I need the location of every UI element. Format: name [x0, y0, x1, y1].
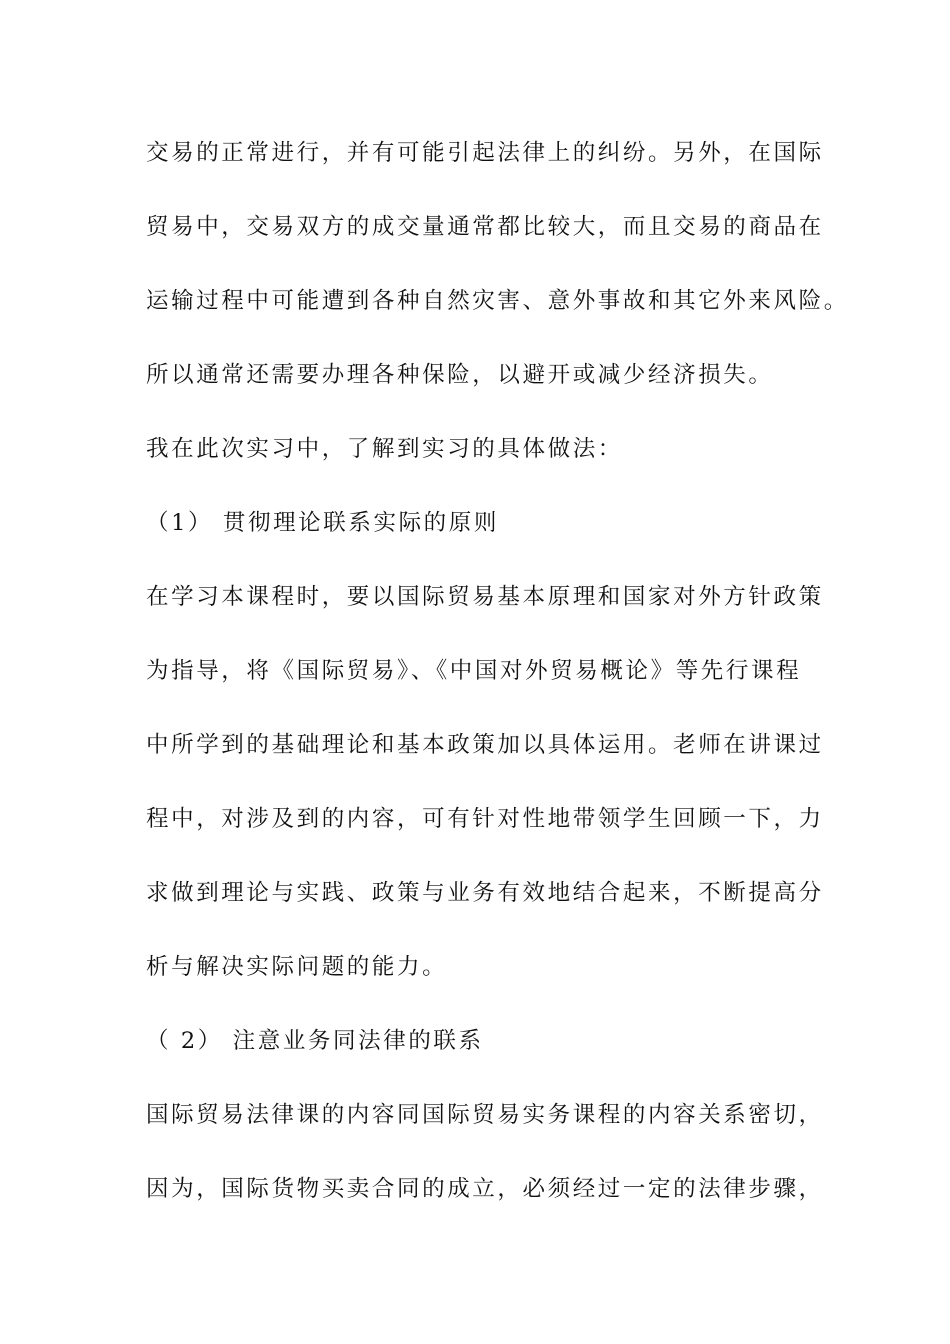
text-line: 求做到理论与实践、政策与业务有效地结合起来，不断提高分: [146, 880, 824, 906]
text-line: 所以通常还需要办理各种保险，以避开或减少经济损失。: [146, 362, 774, 388]
text-line: 在学习本课程时，要以国际贸易基本原理和国家对外方针政策: [146, 584, 824, 610]
text-line: 中所学到的基础理论和基本政策加以具体运用。老师在讲课过: [146, 732, 824, 758]
text-line: 因为，国际货物买卖合同的成立，必须经过一定的法律步骤，: [146, 1176, 824, 1202]
text-line: 贸易中，交易双方的成交量通常都比较大，而且交易的商品在: [146, 214, 824, 240]
text-line: 为指导，将《国际贸易》、《中国对外贸易概论》等先行课程: [146, 658, 802, 684]
text-line: 程中，对涉及到的内容，可有针对性地带领学生回顾一下，力: [146, 806, 824, 832]
section-heading: （ 2） 注意业务同法律的联系: [146, 1028, 484, 1054]
section-heading: （1） 贯彻理论联系实际的原则: [146, 510, 499, 536]
text-line: 国际贸易法律课的内容同国际贸易实务课程的内容关系密切，: [146, 1102, 824, 1128]
text-line: 析与解决实际问题的能力。: [146, 954, 448, 980]
text-line: 运输过程中可能遭到各种自然灾害、意外事故和其它外来风险。: [146, 288, 849, 314]
text-line: 我在此次实习中，了解到实习的具体做法：: [146, 436, 623, 462]
text-line: 交易的正常进行，并有可能引起法律上的纠纷。另外，在国际: [146, 140, 824, 166]
